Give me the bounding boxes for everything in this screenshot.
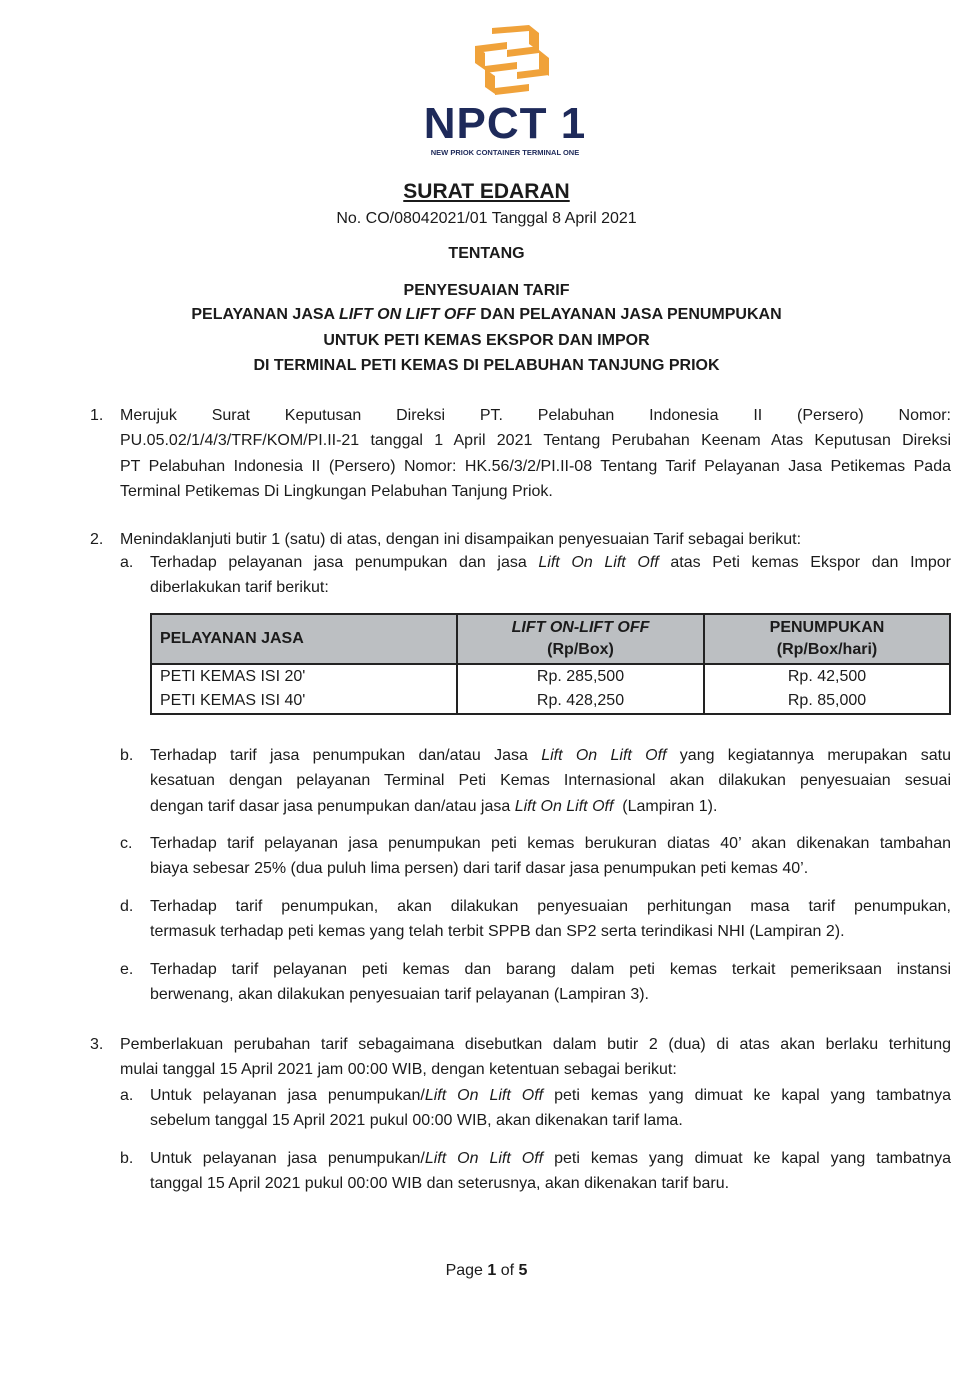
text: atas Peti kemas Ekspor dan Impor <box>658 554 952 571</box>
cell-storage: Rp. 42,500 <box>704 664 950 689</box>
item-2b-paragraph <box>150 743 951 819</box>
subitem-letter: b. <box>120 1150 134 1167</box>
page-indicator <box>0 1262 973 1280</box>
cell-lolo: Rp. 428,250 <box>457 689 704 714</box>
npct1-orange-box-logo-icon <box>445 22 565 102</box>
item-1-line: Terminal Petikemas Di Lingkungan Pelabuhan Tanjung Priok. <box>120 482 553 500</box>
emphasis: Lift On Lift Off <box>424 1087 544 1104</box>
subject-line-1: PENYESUAIAN TARIF <box>403 282 570 299</box>
subject-text: PELAYANAN JASA <box>191 306 339 323</box>
header-lift-on-lift-off <box>457 614 704 664</box>
table-row <box>151 689 950 714</box>
text: Untuk pelayanan jasa penumpukan/ <box>150 1150 425 1167</box>
subject-line-2 <box>0 306 973 324</box>
emphasis: Lift On Lift Off <box>424 1150 544 1167</box>
header-line: (Rp/Box) <box>547 641 614 658</box>
item-2c-line: biaya sebesar 25% (dua puluh lima persen) dari tarif dasar jasa penumpukan peti kemas 40’. <box>150 860 809 878</box>
subject-line-3: UNTUK PETI KEMAS EKSPOR DAN IMPOR <box>323 332 650 349</box>
item-3a-line <box>150 1083 951 1108</box>
page-of: of <box>496 1262 519 1279</box>
header-penumpukan <box>704 614 950 664</box>
text: Terhadap pelayanan jasa penumpukan dan jasa <box>150 554 539 571</box>
item-2c-line: Terhadap tarif pelayanan jasa penumpukan peti kemas berukuran diatas 40’ akan dikenakan tambahan <box>150 835 951 852</box>
header-line: LIFT ON-LIFT OFF <box>511 619 650 636</box>
item-3-paragraph <box>120 1032 951 1083</box>
item-3a-paragraph <box>150 1083 951 1134</box>
subject-emphasis: LIFT ON LIFT OFF <box>338 306 476 323</box>
text: (Lampiran 1). <box>613 797 718 815</box>
item-2e-line: Terhadap tarif pelayanan peti kemas dan barang dalam peti kemas terkait pemeriksaan instansi <box>150 961 951 978</box>
document-title: SURAT EDARAN <box>403 180 570 203</box>
item-2a-paragraph <box>150 550 951 601</box>
item-2c-paragraph <box>150 831 951 882</box>
text: dengan tarif dasar jasa penumpukan dan/atau jasa <box>150 797 515 815</box>
item-1-paragraph <box>120 403 951 504</box>
item-2a-line: diberlakukan tarif berikut: <box>150 579 329 597</box>
cell-storage: Rp. 85,000 <box>704 689 950 714</box>
table-row <box>151 664 950 689</box>
subitem-letter: a. <box>120 554 134 571</box>
subject-line-4: DI TERMINAL PETI KEMAS DI PELABUHAN TANJUNG PRIOK <box>253 357 720 374</box>
item-3b-line <box>150 1146 951 1171</box>
tentang-heading: TENTANG <box>448 245 525 262</box>
item-1-line: PU.05.02/1/4/3/TRF/KOM/PI.II-21 tanggal 1 April 2021 Tentang Perubahan Keenam Atas Keputusan Direksi <box>120 432 951 450</box>
item-3a-line: sebelum tanggal 15 April 2021 pukul 00:00 WIB, akan dikenakan tarif lama. <box>150 1112 683 1130</box>
item-3-line: mulai tanggal 15 April 2021 jam 00:00 WIB, dengan ketentuan sebagai berikut: <box>120 1061 677 1079</box>
emphasis: Lift On Lift Off <box>538 554 659 571</box>
item-3b-paragraph <box>150 1146 951 1197</box>
cell-service: PETI KEMAS ISI 40' <box>151 689 457 714</box>
item-number: 3. <box>90 1036 104 1053</box>
document-number: No. CO/08042021/01 Tanggal 8 April 2021 <box>336 210 637 227</box>
subitem-letter: b. <box>120 747 134 764</box>
item-number: 1. <box>90 407 104 424</box>
text: peti kemas yang dimuat ke kapal yang tambatnya <box>543 1150 952 1167</box>
subitem-letter: c. <box>120 835 133 852</box>
item-2d-line: Terhadap tarif penumpukan, akan dilakukan penyesuaian perhitungan masa tarif penumpukan, <box>150 898 951 915</box>
table-header-row <box>151 614 950 664</box>
subitem-letter: a. <box>120 1087 134 1104</box>
page-label: Page <box>445 1262 488 1279</box>
item-3-line: Pemberlakuan perubahan tarif sebagaimana disebutkan dalam butir 2 (dua) di atas akan berlaku terhitung <box>120 1036 951 1053</box>
subject-text: DAN PELAYANAN JASA PENUMPUKAN <box>475 306 782 323</box>
item-2e-line: berwenang, akan dilakukan penyesuaian tarif pelayanan (Lampiran 3). <box>150 986 649 1004</box>
text: yang kegiatannya merupakan satu <box>666 747 951 764</box>
item-2e-paragraph <box>150 957 951 1008</box>
header-line: (Rp/Box/hari) <box>776 641 878 658</box>
cell-lolo: Rp. 285,500 <box>457 664 704 689</box>
header-line: PENUMPUKAN <box>769 619 885 636</box>
header-pelayanan-jasa: PELAYANAN JASA <box>151 614 457 664</box>
item-2b-line <box>150 794 951 819</box>
subitem-letter: d. <box>120 898 134 915</box>
item-number: 2. <box>90 531 104 548</box>
emphasis: Lift On Lift Off <box>514 797 614 815</box>
subitem-letter: e. <box>120 961 134 978</box>
item-1-line: PT Pelabuhan Indonesia II (Persero) Nomor: HK.56/3/2/PI.II-08 Tentang Tarif Pelayanan Jasa Petikemas Pada <box>120 457 951 475</box>
company-logo <box>405 22 605 157</box>
item-2d-line: termasuk terhadap peti kemas yang telah terbit SPPB dan SP2 serta terindikasi NHI (Lampiran 2). <box>150 923 845 941</box>
text: peti kemas yang dimuat ke kapal yang tambatnya <box>543 1087 952 1104</box>
text: Terhadap tarif jasa penumpukan dan/atau Jasa <box>150 747 542 764</box>
text: Untuk pelayanan jasa penumpukan/ <box>150 1087 425 1104</box>
item-3b-line: tanggal 15 April 2021 pukul 00:00 WIB dan seterusnya, akan dikenakan tarif baru. <box>150 1175 730 1193</box>
emphasis: Lift On Lift Off <box>541 747 667 764</box>
item-2b-line: kesatuan dengan pelayanan Terminal Peti Kemas Internasional akan dilakukan penyesuaian sesuai <box>150 772 951 790</box>
logo-tagline: NEW PRIOK CONTAINER TERMINAL ONE <box>430 148 580 157</box>
item-2b-line <box>150 743 951 768</box>
item-1-line: Merujuk Surat Keputusan Direksi PT. Pelabuhan Indonesia II (Persero) Nomor: <box>120 407 951 424</box>
item-2a-line <box>150 550 951 575</box>
logo-wordmark: NPCT 1 <box>423 99 587 148</box>
page-total: 5 <box>518 1262 528 1279</box>
item-2d-paragraph <box>150 894 951 945</box>
page-current: 1 <box>487 1262 497 1279</box>
tariff-table <box>150 613 951 715</box>
cell-service: PETI KEMAS ISI 20' <box>151 664 457 689</box>
item-2-intro: Menindaklanjuti butir 1 (satu) di atas, dengan ini disampaikan penyesuaian Tarif sebagai berikut: <box>120 531 802 548</box>
